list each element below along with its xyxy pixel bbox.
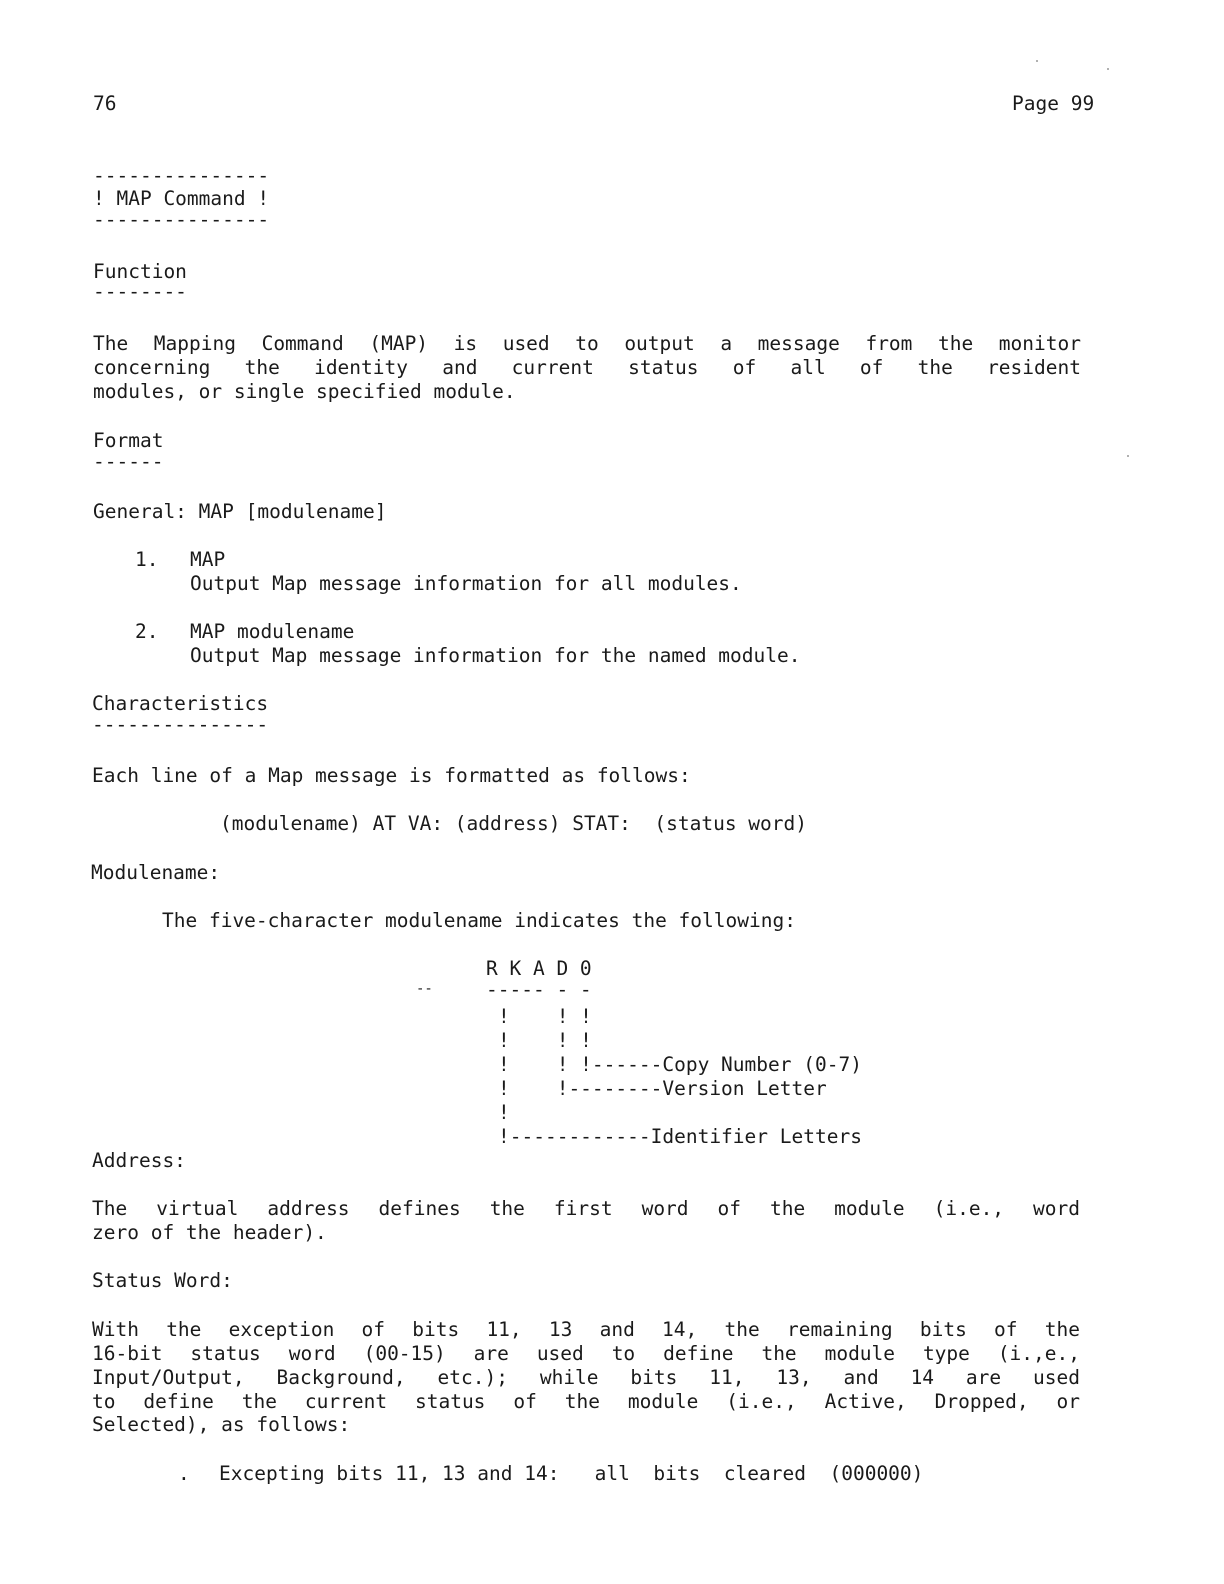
diagram-bars: ! bbox=[498, 1101, 510, 1124]
bullet-marker: . bbox=[178, 1462, 190, 1485]
scan-speck bbox=[1036, 60, 1038, 62]
diagram-underline: ----- - - bbox=[486, 978, 592, 1001]
format-heading: Format bbox=[93, 429, 164, 452]
address-heading: Address: bbox=[92, 1149, 186, 1172]
modulename-intro: The five-character modulename indicates the following: bbox=[162, 909, 796, 932]
diagram-stray-mark: -- bbox=[416, 981, 433, 997]
status-text-line-1: With the exception of bits 11, 13 and 14, the remaining bits of the bbox=[92, 1318, 1080, 1341]
address-text-line-1: The virtual address defines the first word of the module (i.e., word bbox=[92, 1197, 1080, 1220]
characteristics-intro: Each line of a Map message is formatted as follows: bbox=[92, 764, 691, 787]
format-item-command: MAP bbox=[190, 548, 226, 571]
scan-speck bbox=[1107, 68, 1109, 70]
characteristics-rule: --------------- bbox=[92, 713, 269, 736]
page-label: Page 99 bbox=[1012, 92, 1095, 115]
function-text-line-2: concerning the identity and current status of all of the resident bbox=[93, 356, 1081, 379]
map-message-format: (modulename) AT VA: (address) STAT: (status word) bbox=[220, 812, 807, 835]
format-item-command: MAP modulename bbox=[190, 620, 355, 643]
title-rule-bottom: --------------- bbox=[93, 208, 270, 231]
format-general: General: MAP [modulename] bbox=[93, 500, 387, 523]
diagram-letters: R K A D 0 bbox=[486, 957, 592, 980]
status-text-line-2: 16-bit status word (00-15) are used to define the module type (i.,e., bbox=[92, 1342, 1080, 1365]
diagram-identifier-letters: !------------Identifier Letters bbox=[498, 1125, 862, 1148]
format-rule: ------ bbox=[93, 450, 164, 473]
bullet-text: Excepting bits 11, 13 and 14: all bits cleared (000000) bbox=[219, 1462, 924, 1485]
format-item-number: 1. bbox=[135, 548, 159, 571]
address-text-line-2: zero of the header). bbox=[92, 1221, 327, 1244]
scan-speck bbox=[1127, 455, 1129, 457]
modulename-heading: Modulename: bbox=[91, 861, 221, 884]
diagram-version-letter: ! !--------Version Letter bbox=[498, 1077, 827, 1100]
title-rule-top: --------------- bbox=[93, 164, 270, 187]
function-text-line-1: The Mapping Command (MAP) is used to output a message from the monitor bbox=[93, 332, 1081, 355]
format-item-description: Output Map message information for the named module. bbox=[190, 644, 801, 667]
function-heading: Function bbox=[93, 260, 187, 283]
characteristics-heading: Characteristics bbox=[92, 692, 269, 715]
status-text-line-3: Input/Output, Background, etc.); while bits 11, 13, and 14 are used bbox=[92, 1366, 1080, 1389]
diagram-copy-number: ! ! !------Copy Number (0-7) bbox=[498, 1053, 862, 1076]
format-item-description: Output Map message information for all modules. bbox=[190, 572, 742, 595]
format-item-number: 2. bbox=[135, 620, 159, 643]
status-text-line-5: Selected), as follows: bbox=[92, 1413, 351, 1436]
function-text-line-3: modules, or single specified module. bbox=[93, 380, 516, 403]
status-heading: Status Word: bbox=[92, 1269, 233, 1292]
page-number: 76 bbox=[93, 92, 117, 115]
diagram-bars: ! ! ! bbox=[498, 1029, 592, 1052]
diagram-bars: ! ! ! bbox=[498, 1005, 592, 1028]
function-rule: -------- bbox=[93, 280, 187, 303]
page-title: ! MAP Command ! bbox=[93, 187, 270, 210]
status-text-line-4: to define the current status of the module (i.e., Active, Dropped, or bbox=[92, 1390, 1080, 1413]
